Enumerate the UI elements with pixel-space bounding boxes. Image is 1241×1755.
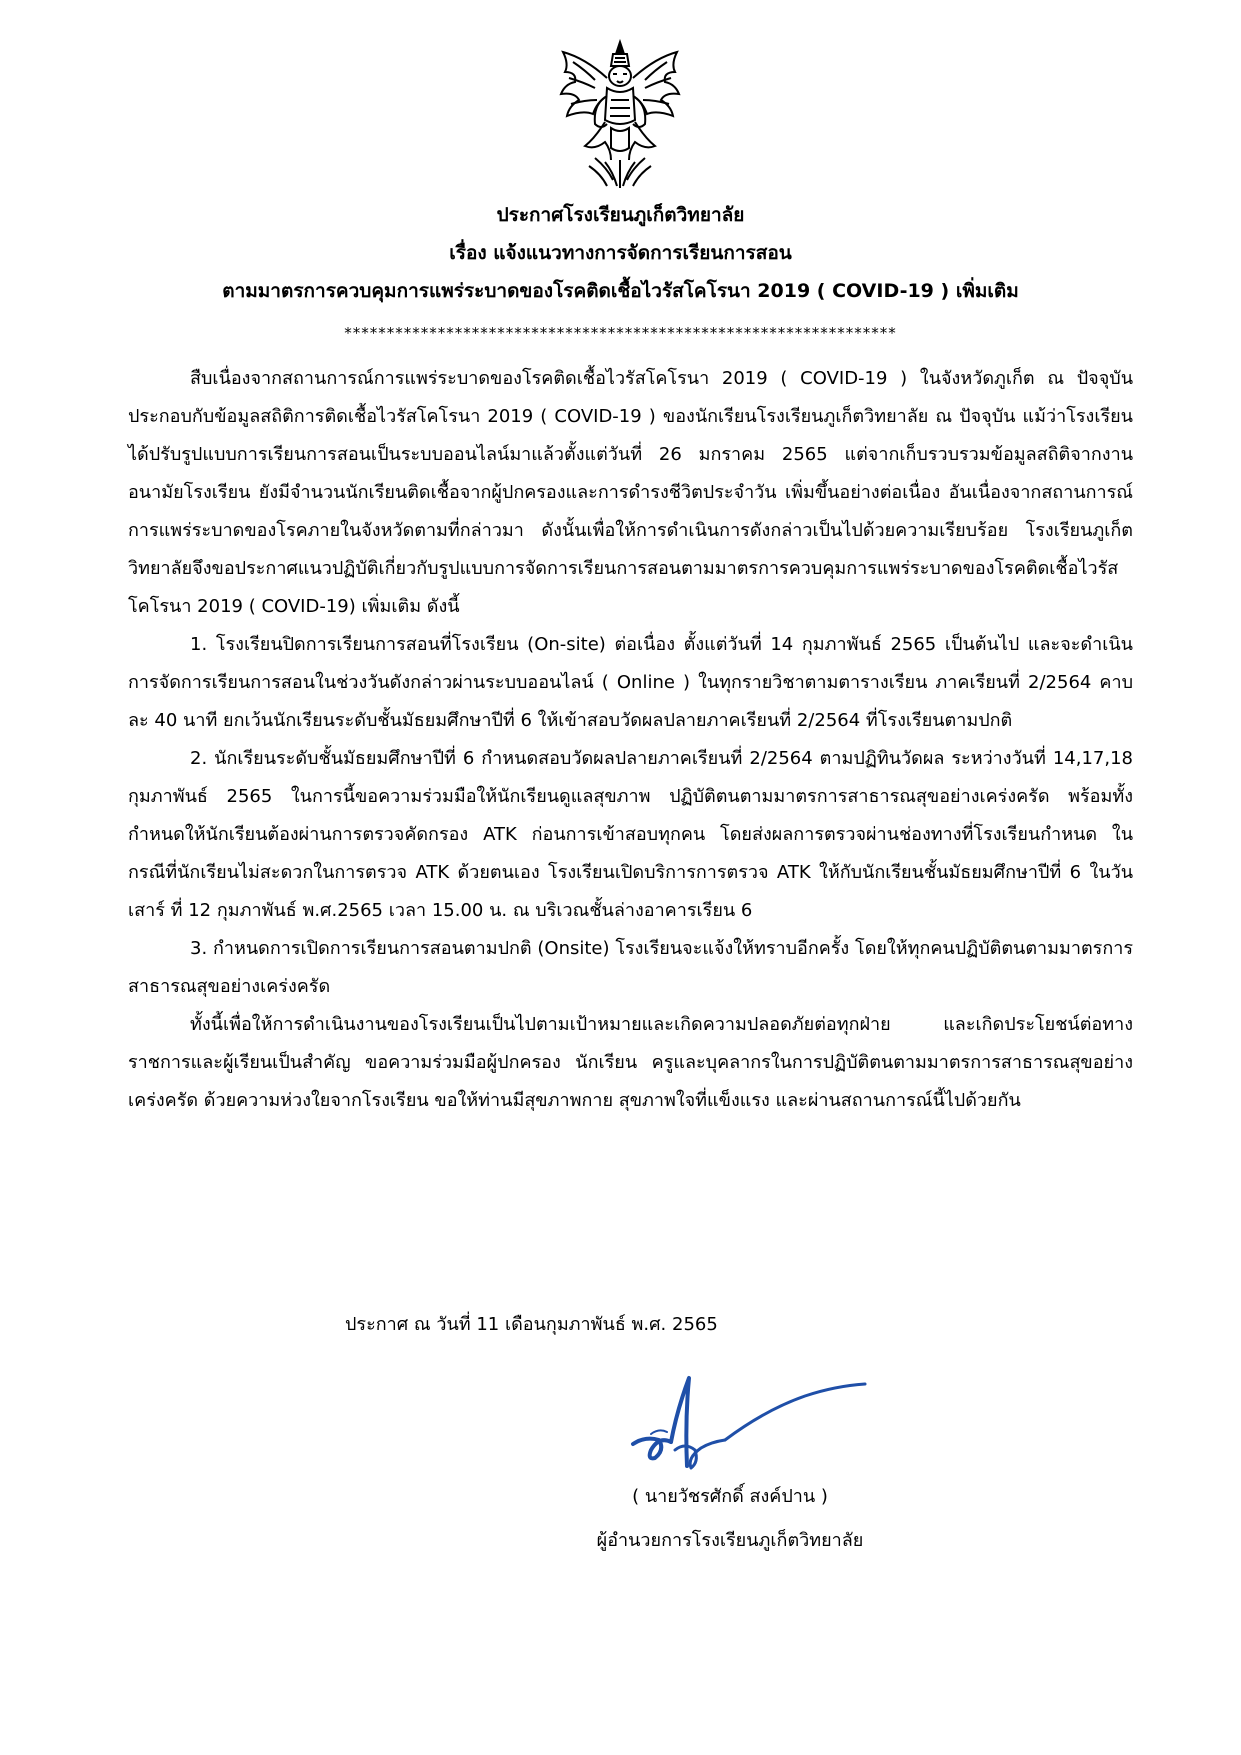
item-2-paragraph: 2. นักเรียนระดับชั้นมัธยมศึกษาปีที่ 6 กำหนดสอบวัดผลปลายภาคเรียนที่ 2/2564 ตามปฏิทินวัดผล ระหว่างวันที่ 14,17,18 กุมภาพันธ์ 2565 ในการนี้ขอความร่วมมือให้นักเรียนดูแลสุขภาพ ปฏิบัติตนตามมาตรการสาธารณสุขอย่างเคร่งครัด พร้อมทั้งกำหนดให้นักเรียนต้องผ่านการตรวจคัดกรอง ATK ก่อนการเข้าสอบทุกคน โดยส่งผลการตรวจผ่านช่องทางที่โรงเรียนกำหนด ในกรณีที่นักเรียนไม่สะดวกในการตรวจ ATK ด้วยตนเอง โรงเรียนเปิดบริการการตรวจ ATK ให้กับนักเรียนชั้นมัธยมศึกษาปีที่ 6 ในวันเสาร์ ที่ 12 กุมภาพันธ์ พ.ศ.2565 เวลา 15.00 น. ณ บริเวณชั้นล่างอาคารเรียน 6 — [128, 748, 1133, 921]
header-separator: ***************************************************************** — [344, 324, 897, 342]
item-1-paragraph: 1. โรงเรียนปิดการเรียนการสอนที่โรงเรียน (On-site) ต่อเนื่อง ตั้งแต่วันที่ 14 กุมภาพันธ์ 2565 เป็นต้นไป และจะดำเนินการจัดการเรียนการสอนในช่วงวันดังกล่าวผ่านระบบออนไลน์ ( Online ) ในทุกรายวิชาตามตารางเรียน ภาคเรียนที่ 2/2564 คาบละ 40 นาที ยกเว้นนักเรียนระดับชั้นมัธยมศึกษาปีที่ 6 ให้เข้าสอบวัดผลปลายภาคเรียนที่ 2/2564 ที่โรงเรียนตามปกติ — [128, 634, 1133, 731]
header-line-1: ประกาศโรงเรียนภูเก็ตวิทยาลัย — [496, 204, 745, 226]
handwritten-signature-icon — [615, 1370, 875, 1490]
closing-paragraph: ทั้งนี้เพื่อให้การดำเนินงานของโรงเรียนเป็นไปตามเป้าหมายและเกิดความปลอดภัยต่อทุกฝ่าย และเกิดประโยชน์ต่อทางราชการและผู้เรียนเป็นสำคัญ ขอความร่วมมือผู้ปกครอง นักเรียน ครูและบุคลากรในการปฏิบัติตนตามมาตรการสาธารณสุขอย่างเคร่งครัด ด้วยความห่วงใยจากโรงเรียน ขอให้ท่านมีสุขภาพกาย สุขภาพใจที่แข็งแรง และผ่านสถานการณ์นี้ไปด้วยกัน — [128, 1014, 1133, 1111]
header-line-3: ตามมาตรการควบคุมการแพร่ระบาดของโรคติดเชื้อไวรัสโคโรนา 2019 ( COVID-19 ) เพิ่มเติม — [222, 280, 1019, 302]
intro-paragraph: สืบเนื่องจากสถานการณ์การแพร่ระบาดของโรคติดเชื้อไวรัสโคโรนา 2019 ( COVID-19 ) ในจังหวัดภูเก็ต ณ ปัจจุบัน ประกอบกับข้อมูลสถิติการติดเชื้อไวรัสโคโรนา 2019 ( COVID-19 ) ของนักเรียนโรงเรียนภูเก็ตวิทยาลัย ณ ปัจจุบัน แม้ว่าโรงเรียนได้ปรับรูปแบบการเรียนการสอนเป็นระบบออนไลน์มาแล้วตั้งแต่วันที่ 26 มกราคม 2565 แต่จากเก็บรวบรวมข้อมูลสถิติจากงานอนามัยโรงเรียน ยังมีจำนวนนักเรียนติดเชื้อจากผู้ปกครองและการดำรงชีวิตประจำวัน เพิ่มขึ้นอย่างต่อเนื่อง อันเนื่องจากสถานการณ์การแพร่ระบาดของโรคภายในจังหวัดตามที่กล่าวมา ดังนั้นเพื่อให้การดำเนินการดังกล่าวเป็นไปด้วยความเรียบร้อย โรงเรียนภูเก็ตวิทยาลัยจึงขอประกาศแนวปฏิบัติเกี่ยวกับรูปแบบการจัดการเรียนการสอนตามมาตรการควบคุมการแพร่ระบาดของโรคติดเชื้อไวรัสโคโรนา 2019 ( COVID-19) เพิ่มเติม ดังนี้ — [128, 368, 1133, 617]
signatory-name: ( นายวัชรศักดิ์ สงค์ปาน ) — [632, 1486, 828, 1507]
garuda-emblem-icon — [555, 38, 686, 190]
item-3-paragraph: 3. กำหนดการเปิดการเรียนการสอนตามปกติ (Onsite) โรงเรียนจะแจ้งให้ทราบอีกครั้ง โดยให้ทุกคนปฏิบัติตนตามมาตรการสาธารณสุขอย่างเคร่งครัด — [128, 938, 1133, 997]
signatory-position: ผู้อำนวยการโรงเรียนภูเก็ตวิทยาลัย — [596, 1530, 864, 1551]
document-header — [120, 196, 1121, 310]
announcement-date: ประกาศ ณ วันที่ 11 เดือนกุมภาพันธ์ พ.ศ. 2565 — [345, 1314, 718, 1335]
document-body — [128, 360, 1133, 1120]
header-line-2: เรื่อง แจ้งแนวทางการจัดการเรียนการสอน — [449, 242, 792, 264]
